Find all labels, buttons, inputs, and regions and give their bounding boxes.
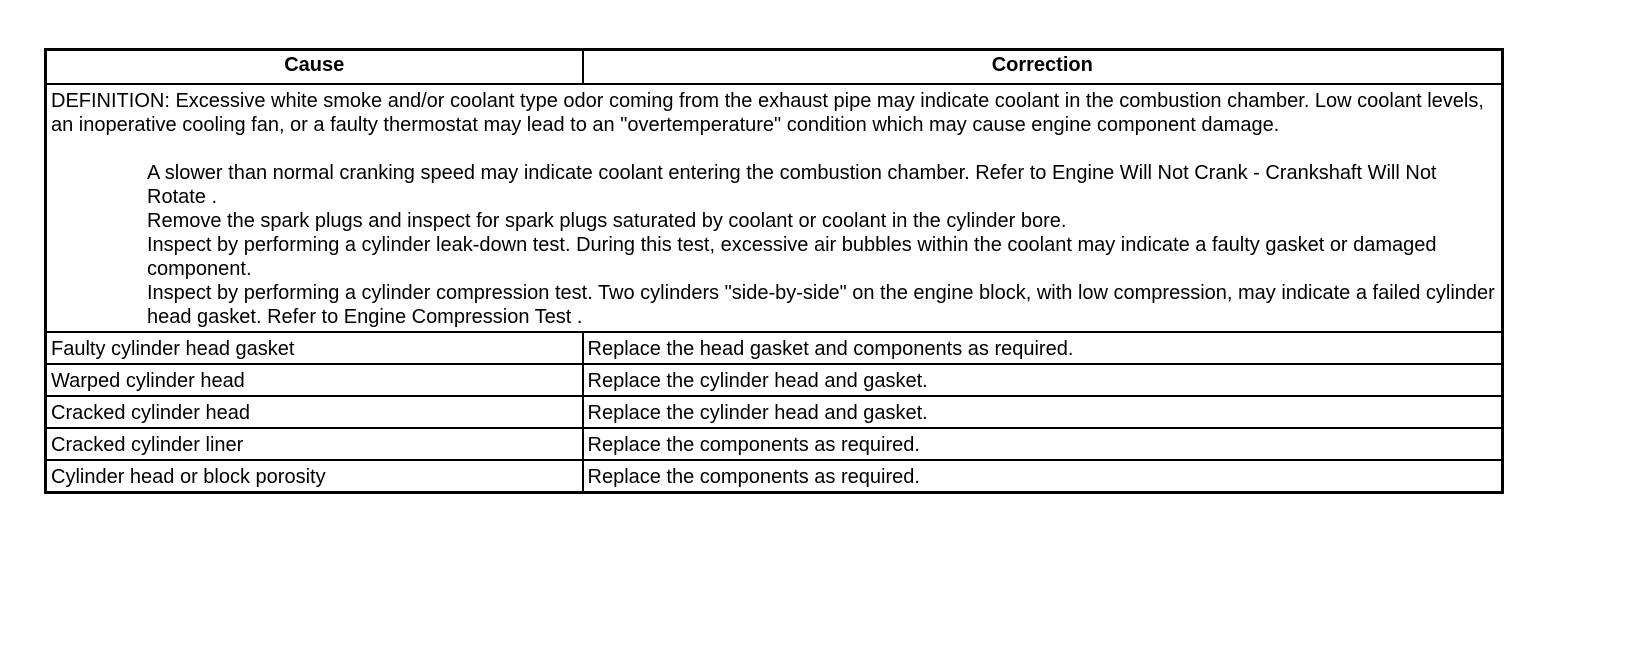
correction-header: Correction (583, 50, 1503, 85)
header-row (46, 50, 1503, 85)
table-row (46, 396, 1503, 428)
cause-cell: Cracked cylinder head (46, 396, 583, 428)
correction-cell: Replace the components as required. (583, 428, 1503, 460)
correction-cell: Replace the components as required. (583, 460, 1503, 493)
cause-header: Cause (46, 50, 583, 85)
diagnostic-step: Inspect by performing a cylinder leak-down test. During this test, excessive air bubbles within the coolant may indicate a faulty gasket or damaged component. (147, 234, 1437, 280)
table-row (46, 364, 1503, 396)
table-row (46, 332, 1503, 364)
cause-cell: Faulty cylinder head gasket (46, 332, 583, 364)
diagnostic-table (44, 48, 1504, 494)
table-row (46, 460, 1503, 493)
correction-cell: Replace the cylinder head and gasket. (583, 364, 1503, 396)
cause-cell: Cracked cylinder liner (46, 428, 583, 460)
diagnostic-step: Remove the spark plugs and inspect for spark plugs saturated by coolant or coolant in the cylinder bore. (147, 210, 1067, 232)
diagnostic-step: A slower than normal cranking speed may indicate coolant entering the combustion chamber. Refer to Engine Will Not Crank - Crankshaft Will Not Rotate . (147, 162, 1437, 208)
table-row (46, 428, 1503, 460)
definition-row (46, 84, 1503, 332)
diagnostic-step: Inspect by performing a cylinder compression test. Two cylinders "side-by-side" on the engine block, with low compression, may indicate a failed cylinder head gasket. Refer to Engine Compression Test . (147, 282, 1495, 328)
correction-cell: Replace the cylinder head and gasket. (583, 396, 1503, 428)
definition-text: DEFINITION: Excessive white smoke and/or coolant type odor coming from the exhaust pipe may indicate coolant in the combustion chamber. Low coolant levels, an inoperative cooling fan, or a faulty thermostat may lead to an "overtemperature" condition which may cause engine component damage. (51, 90, 1484, 136)
diagnostic-steps-list (51, 161, 1495, 329)
cause-cell: Cylinder head or block porosity (46, 460, 583, 493)
correction-cell: Replace the head gasket and components as required. (583, 332, 1503, 364)
cause-cell: Warped cylinder head (46, 364, 583, 396)
definition-cell (46, 84, 1503, 332)
